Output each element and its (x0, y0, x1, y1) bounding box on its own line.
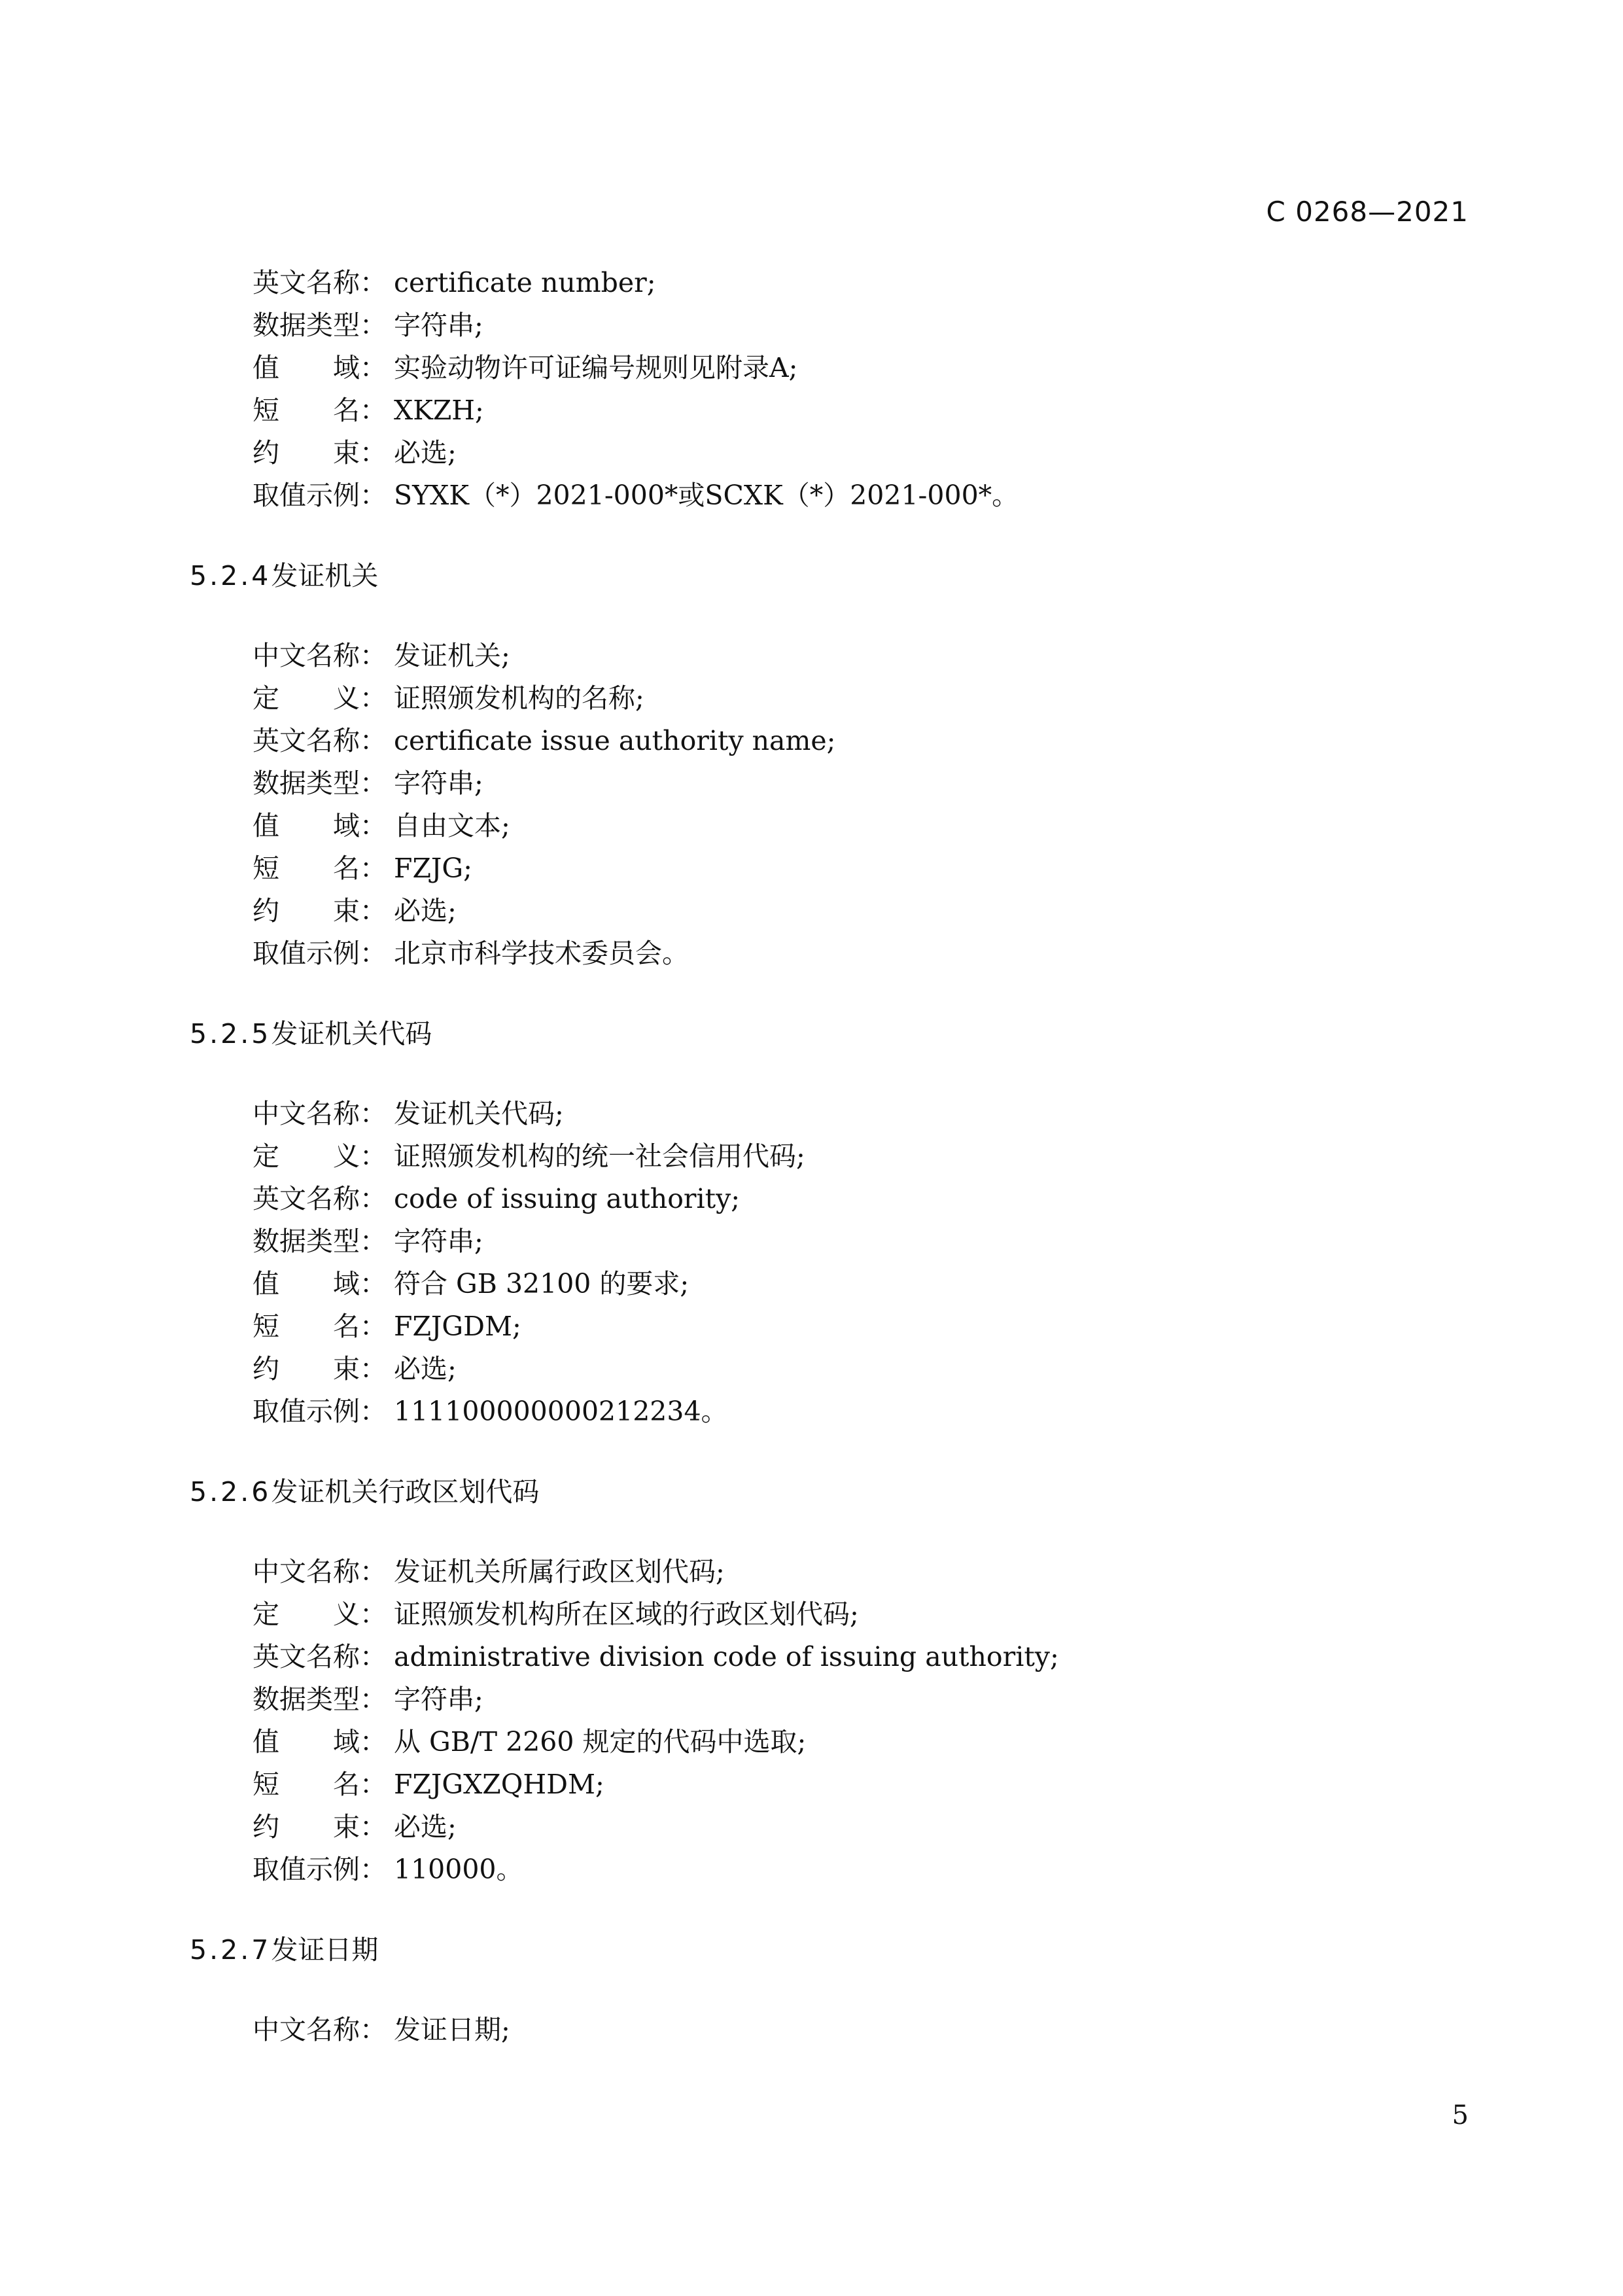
field-value: 字符串; (394, 1226, 483, 1257)
field-label: 取值示例： (253, 1396, 387, 1427)
field-short-name (253, 1305, 1623, 1348)
section-heading-5-2-7 (190, 1930, 1623, 1969)
document-code: C 0268—2021 (1266, 196, 1469, 228)
page-number: 5 (1452, 2100, 1469, 2130)
section-number: 5.2.7 (190, 1934, 271, 1966)
field-data-type (253, 1678, 1623, 1721)
field-label: 短 名： (253, 1769, 387, 1800)
section-field-list (0, 635, 1623, 975)
field-label: 中文名称： (253, 2014, 387, 2045)
field-value: 必选; (394, 1353, 457, 1385)
field-value-domain (253, 347, 1623, 389)
field-label: 定 义： (253, 1140, 387, 1172)
field-value: 字符串; (394, 1684, 483, 1715)
field-example (253, 474, 1623, 517)
field-value: 北京市科学技术委员会。 (394, 938, 689, 969)
field-value: 证照颁发机构的名称; (394, 682, 644, 714)
field-label: 短 名： (253, 395, 387, 426)
field-value: 证照颁发机构的统一社会信用代码; (394, 1140, 805, 1172)
field-label: 约 束： (253, 1353, 387, 1385)
field-value: SYXK（*）2021-000*或SCXK（*）2021-000*。 (394, 480, 1019, 511)
field-value: 字符串; (394, 768, 483, 799)
section-field-list (0, 1093, 1623, 1433)
field-value: 字符串; (394, 309, 483, 341)
field-value: code of issuing authority; (394, 1183, 741, 1214)
field-label: 短 名： (253, 853, 387, 884)
field-value: administrative division code of issuing authority; (394, 1641, 1059, 1672)
field-label: 中文名称： (253, 640, 387, 671)
field-value-domain (253, 805, 1623, 847)
field-data-type (253, 304, 1623, 347)
field-english-name (253, 1178, 1623, 1220)
field-label: 取值示例： (253, 480, 387, 511)
field-value: 110000。 (394, 1854, 523, 1885)
field-value: certificate issue authority name; (394, 725, 836, 756)
field-short-name (253, 389, 1623, 432)
field-label: 英文名称： (253, 725, 387, 756)
field-label: 数据类型： (253, 1684, 387, 1715)
section-heading-5-2-5 (190, 1014, 1623, 1053)
field-chinese-name (253, 635, 1623, 677)
continued-field-list (0, 262, 1623, 517)
field-chinese-name (253, 2009, 1623, 2051)
field-constraint (253, 432, 1623, 474)
field-value: certificate number; (394, 267, 656, 298)
section-title: 发证日期 (271, 1934, 379, 1966)
field-label: 英文名称： (253, 267, 387, 298)
field-label: 取值示例： (253, 1854, 387, 1885)
field-definition (253, 1593, 1623, 1636)
field-short-name (253, 1763, 1623, 1806)
field-value: 111100000000212234。 (394, 1396, 728, 1427)
field-value: 必选; (394, 895, 457, 927)
field-value: 发证机关代码; (394, 1098, 564, 1129)
field-label: 约 束： (253, 437, 387, 468)
field-example (253, 1848, 1623, 1891)
field-value: FZJGXZQHDM; (394, 1769, 604, 1800)
section-heading-5-2-4 (190, 556, 1623, 595)
field-label: 中文名称： (253, 1556, 387, 1587)
field-value: FZJGDM; (394, 1311, 521, 1342)
field-label: 值 域： (253, 352, 387, 383)
field-value: 必选; (394, 1811, 457, 1843)
field-chinese-name (253, 1093, 1623, 1135)
field-label: 数据类型： (253, 1226, 387, 1257)
field-definition (253, 1135, 1623, 1178)
field-label: 值 域： (253, 810, 387, 841)
field-constraint (253, 1348, 1623, 1390)
section-title: 发证机关行政区划代码 (271, 1476, 540, 1508)
section-field-list (0, 2009, 1623, 2051)
field-example (253, 932, 1623, 975)
field-label: 定 义： (253, 682, 387, 714)
field-label: 约 束： (253, 1811, 387, 1843)
section-number: 5.2.5 (190, 1018, 271, 1050)
section-number: 5.2.4 (190, 560, 271, 592)
field-value: 实验动物许可证编号规则见附录A; (394, 352, 798, 383)
field-value: 从 GB/T 2260 规定的代码中选取; (394, 1726, 807, 1757)
field-value-domain (253, 1263, 1623, 1305)
field-value: FZJG; (394, 853, 472, 884)
section-field-list (0, 1551, 1623, 1891)
field-english-name (253, 1636, 1623, 1678)
field-chinese-name (253, 1551, 1623, 1593)
field-value: 自由文本; (394, 810, 510, 841)
field-value: XKZH; (394, 395, 484, 426)
field-value: 发证机关; (394, 640, 510, 671)
field-value-domain (253, 1721, 1623, 1763)
field-label: 值 域： (253, 1726, 387, 1757)
field-label: 中文名称： (253, 1098, 387, 1129)
field-value: 发证机关所属行政区划代码; (394, 1556, 725, 1587)
document-body (0, 262, 1623, 2051)
field-label: 值 域： (253, 1268, 387, 1299)
field-label: 数据类型： (253, 309, 387, 341)
section-title: 发证机关 (271, 560, 379, 592)
section-number: 5.2.6 (190, 1476, 271, 1508)
field-short-name (253, 847, 1623, 890)
field-english-name (253, 262, 1623, 304)
field-value: 发证日期; (394, 2014, 510, 2045)
field-label: 约 束： (253, 895, 387, 927)
field-label: 英文名称： (253, 1183, 387, 1214)
field-label: 取值示例： (253, 938, 387, 969)
field-example (253, 1390, 1623, 1433)
section-heading-5-2-6 (190, 1472, 1623, 1511)
field-value: 符合 GB 32100 的要求; (394, 1268, 689, 1299)
field-english-name (253, 720, 1623, 762)
section-title: 发证机关代码 (271, 1018, 432, 1050)
field-label: 数据类型： (253, 768, 387, 799)
field-label: 英文名称： (253, 1641, 387, 1672)
field-label: 短 名： (253, 1311, 387, 1342)
field-definition (253, 677, 1623, 720)
field-constraint (253, 890, 1623, 932)
field-data-type (253, 762, 1623, 805)
field-label: 定 义： (253, 1598, 387, 1630)
field-data-type (253, 1220, 1623, 1263)
field-value: 必选; (394, 437, 457, 468)
field-value: 证照颁发机构所在区域的行政区划代码; (394, 1598, 859, 1630)
field-constraint (253, 1806, 1623, 1848)
